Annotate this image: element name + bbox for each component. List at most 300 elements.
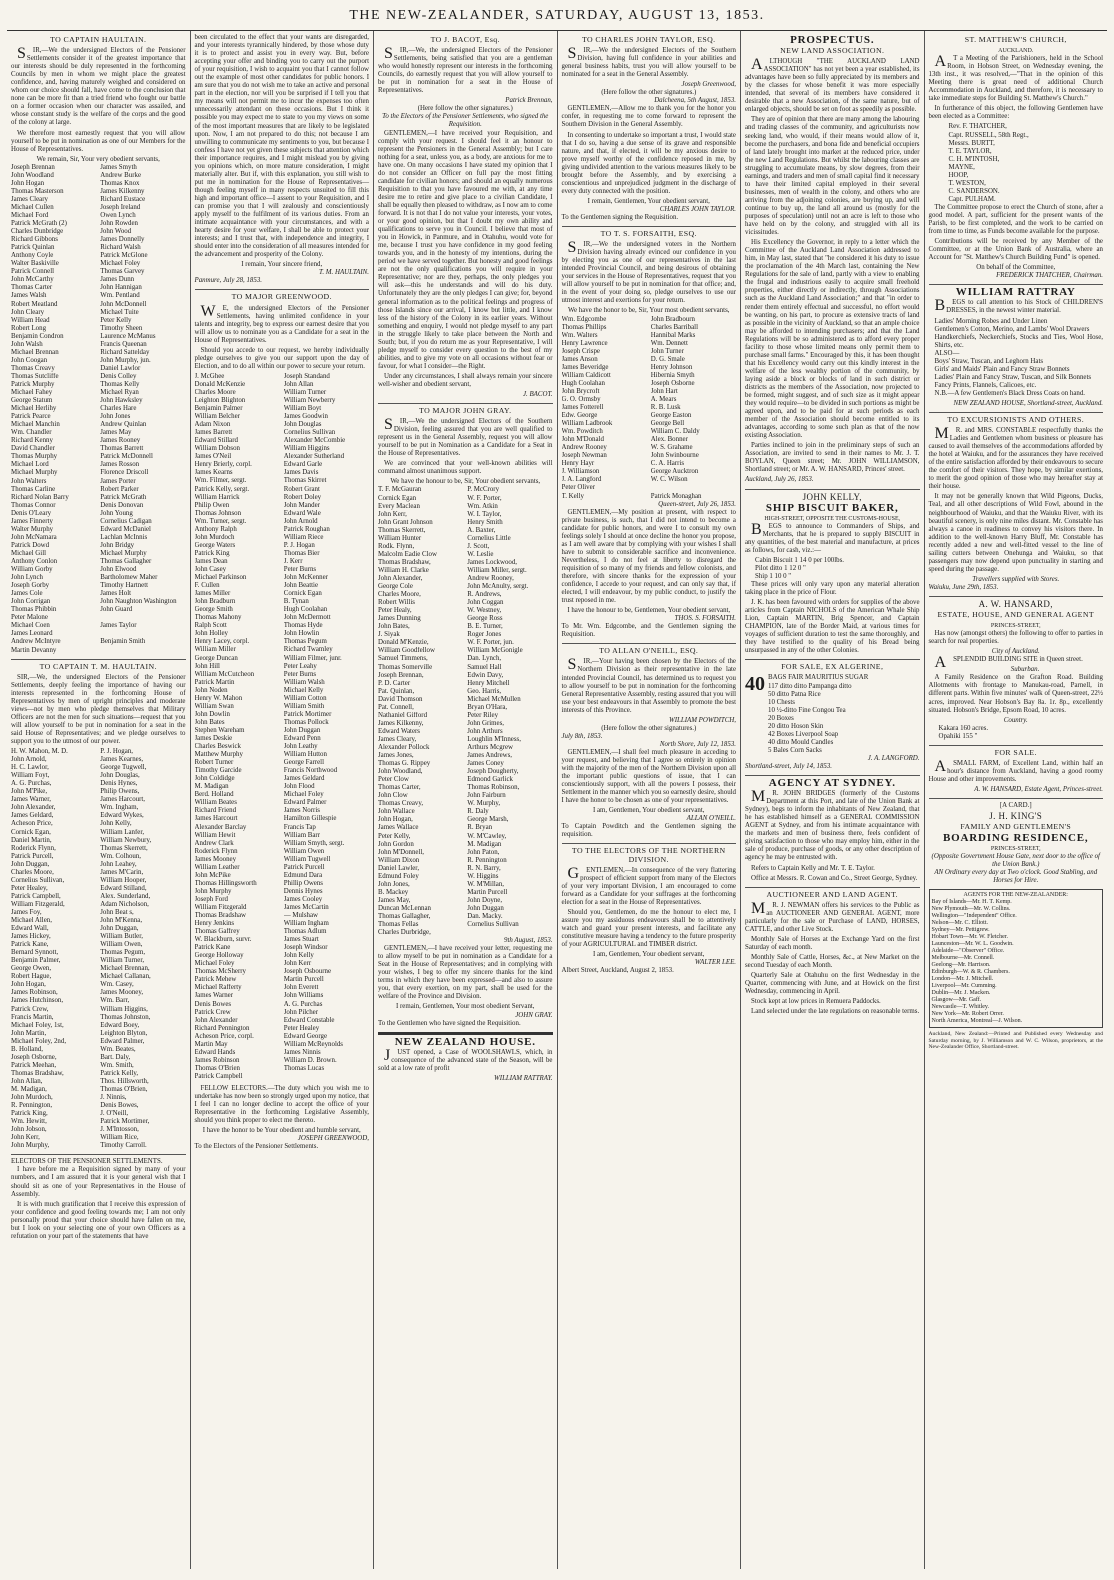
list-item: William Hutton [283, 751, 327, 759]
list-item: Opahiki 155 " [938, 732, 978, 740]
list-item: William Hewit [194, 831, 236, 839]
ad-title: AUCTIONEER AND LAND AGENT. [766, 889, 899, 899]
list-item: Henry Johnson [650, 363, 693, 371]
list-item: James Miller [194, 590, 231, 598]
divider [745, 489, 920, 490]
list-item: Patrick Kane, [11, 941, 49, 949]
list-item: James McCartin [283, 903, 329, 911]
letter-signer: WILLIAM POWDITCH, [669, 716, 736, 724]
list-item: James Beveridge [561, 363, 609, 371]
list-item: T. Kelly [561, 492, 584, 500]
list-item: John Swinbourne [650, 452, 699, 460]
list-item: John Bates [194, 718, 225, 726]
list-item: B. Tynan [283, 598, 309, 606]
list-item: James Kearns [194, 469, 233, 477]
reply-date: Queen-street, July 26, 1853. [658, 500, 736, 508]
list-item: George Owen, [11, 965, 52, 973]
letter-to-charles-john-taylor [562, 36, 737, 222]
list-item: John Bridgy [100, 541, 135, 549]
list-item: Andrew Rooney, [467, 575, 514, 582]
list-item: Patrick Meehan, [11, 1061, 57, 1069]
list-item: John Kerr, [11, 1134, 40, 1142]
letter-body: Should you, Gentlemen, do me the honour to elect me, I assure you my assiduous endeavours shall be to attentively watch and guard your present interests, and facilitate any constitutive measure having a tendency to the future prosperity of your AGRICULTURAL and TIMBER district. [561, 908, 736, 948]
list-item: Patrick King [194, 549, 230, 557]
list-item: John Murdoch, [11, 1094, 53, 1102]
list-item: Thomas Pollock [283, 718, 329, 726]
reply-addressee: To the Gentlemen who have signed the Requisition. [378, 1019, 521, 1027]
list-item: Martin Purcell [283, 976, 324, 984]
list-item: Laurence McManus [100, 332, 156, 340]
list-item: 50 ditto Patna Rice [768, 690, 821, 698]
list-item: Richard Gibbons [11, 236, 58, 244]
list-item: Martin Devanny [11, 646, 57, 654]
list-item: John Grimes, [467, 719, 504, 727]
list-item: George Holloway [194, 952, 244, 960]
list-item: J. Kerr [283, 557, 303, 565]
list-item: Thomas Carter, [378, 784, 421, 792]
letter-closing: We remain, Sir, Your very obedient servants, [36, 155, 160, 163]
list-item: John Fairburn [467, 792, 506, 800]
list-item: James Fotterell [561, 404, 604, 412]
list-item: John Lynch [11, 574, 43, 582]
list-item: Bryan O'Hara, [467, 703, 508, 711]
reply-body: GENTLEMEN,—I have received your letter, requesting me to allow myself to be put in nomination as a Candidate for a Seat in the House of Representatives; and in complying with your wishes, I beg to offer my sincere thanks for the kind terms in which they have been expressed—and also to assure you, that every exertion, on my part, shall be used for the welfare of the Province and Division. [378, 945, 553, 1001]
list-item: Hibernia Smyth [650, 371, 695, 379]
list-item: James Ninnis [283, 1048, 321, 1056]
agents-list [932, 899, 1101, 1025]
list-item: John Young [100, 509, 133, 517]
list-item: Andrew McIntyre [11, 638, 61, 646]
list-item: Benjamin Condron [11, 332, 64, 340]
list-item: Thos. Hillsworth, [100, 1077, 149, 1085]
list-item: John Kerr, [378, 510, 407, 518]
reply-date: North Shore, July 12, 1853. [659, 740, 736, 748]
list-item: B. E. Turner, [467, 623, 503, 631]
list-item: James Finnerty [11, 517, 53, 525]
list-item: Joseph Standand [283, 372, 330, 380]
list-item: Ladies' Morning Robes and Under Linen [934, 317, 1048, 325]
letter-body: SIR,—We the undersigned Electors of the Pensioner Settlements consider it of the greatest importance that our interests should be duly represented in the forthcoming Councils by men in whom we might place the greatest confidence, and, having maturely weighed and considered on whom our choice should fall, have come to the conclusion that none can be more fit than a tried friend who fought our battle on a former occasion when our character was assailed, and whose constant study is the welfare of the corps and the good of the colony at large. [11, 45, 186, 127]
list-item: 42 Boxes Liverpool Soap [768, 730, 839, 738]
letter-title: TO CAPTAIN T. M. HAULTAIN. [39, 661, 157, 671]
reply-signer: JOSEPH GREENWOOD, [297, 1135, 369, 1143]
notice-subtitle: AUCKLAND. [998, 48, 1034, 55]
list-item: William Cotton [283, 694, 327, 702]
list-item: A. Mears [650, 395, 677, 403]
list-item: Philip Owens, [100, 788, 140, 796]
list-item: Edmond Garlick [467, 776, 513, 784]
list-item: Robert Doley [283, 493, 322, 501]
list-item: John Beattie [283, 582, 319, 590]
list-item: Charles Beswick [194, 743, 242, 751]
list-item: Sydney—Mr. Pettigrew. [931, 927, 990, 934]
list-item: Anthony Ralph [194, 525, 237, 533]
list-item: George Bell [650, 420, 685, 428]
list-item: Michael Brennan [11, 348, 59, 356]
list-item: John Hannigan [100, 284, 142, 292]
list-item: Andrew Burke [100, 171, 142, 179]
list-item: Thomas Carter [11, 284, 53, 292]
list-item: Thomas Gallagher [100, 558, 152, 565]
reply-signer: JOHN GRAY. [515, 1011, 553, 1019]
list-item: John Hawksley [100, 397, 143, 405]
list-item: George Ross [467, 615, 503, 623]
list-item: Edinburgh—W. & R. Chambers. [931, 969, 1010, 976]
list-item: Thomas Gallagher, [378, 912, 431, 920]
list-item: Michael Tuite [100, 308, 139, 316]
letter-body: We are convinced that your well-known abilities will command almost unanimous support. [378, 460, 553, 476]
list-item: Acheson Price, corpl. [194, 1032, 254, 1040]
agency-at-sydney [745, 779, 920, 883]
list-item: John Hill [194, 662, 220, 670]
list-item: John McDermott [283, 614, 331, 622]
list-item: James Harcourt [194, 815, 238, 823]
list-item: Robert Willis [378, 599, 415, 607]
list-item: Richard Twamley [283, 646, 333, 654]
reply-date: Dalcheena, 5th August, 1853. [654, 97, 736, 105]
list-item: John Casey [194, 566, 227, 573]
list-item: John Alexander, [11, 804, 56, 812]
list-item: Timothy Garcide [194, 767, 242, 775]
list-item: Lachlan McInnis [100, 533, 148, 541]
list-item: Michael Allen, [11, 917, 52, 925]
divider [929, 412, 1104, 413]
list-item: John McDonnell [100, 300, 147, 308]
ad-title: FOR SALE. [994, 747, 1037, 757]
list-item: Richard Nolan Barry [11, 493, 69, 501]
list-item: John McNamara [11, 533, 57, 541]
list-item: Thomas Kelly [100, 380, 140, 388]
list-item: John Beat s, [100, 908, 134, 916]
list-item: Edwin Davy, [467, 671, 504, 679]
list-item: Wm. Turner, sergt. [194, 517, 247, 525]
reply-body: In consenting to undertake so important a trust, I would state that I do so, having a due sense of its grave and responsible nature, and that, if elected, it will be my anxious desire to prove myself worthy of the confidence reposed in me, by giving undivided attention to the various measures likely to be brought before the Assembly, and by exercising a conscientious and unprejudiced judgment in the discharge of every duty connected with the position. [561, 131, 736, 195]
list-item [467, 929, 552, 937]
list-item: Alexander Sutherland [283, 453, 345, 461]
list-item: John Bradbourn [650, 315, 695, 323]
list-item: Michael Murphy [100, 549, 147, 557]
list-item: J. Siyak [378, 631, 400, 639]
list-item: George Smith [194, 606, 233, 614]
list-item: Joseph Dougherty, [467, 768, 519, 776]
list-item: George Statum [11, 397, 53, 405]
list-item: W. Leslie [467, 550, 494, 558]
committee-list [929, 123, 1104, 203]
reply-signer: ALLAN O'NEILL. [686, 815, 736, 823]
list-item: John Martin, [11, 1029, 47, 1037]
list-item: William Smith [283, 702, 325, 710]
list-item: Patrick Dowd [11, 541, 50, 549]
ad-title: NEW ZEALAND HOUSE. [394, 1035, 536, 1048]
divider [745, 775, 920, 776]
reply-heading: ELECTORS OF THE PENSIONER SETTLEMENTS. [11, 1158, 163, 1166]
letter-body: We therefore most earnestly request that you will allow yourself to be put in nomination as one of our Members for the House of Representatives. [11, 129, 186, 153]
list-item: Charles Moore [194, 388, 236, 396]
ad-address: PRINCES-STREET, [990, 623, 1041, 630]
list-item: Edmund Foley [378, 872, 419, 880]
list-item: Thomas Carline [11, 485, 56, 493]
list-item: John Walters [11, 477, 47, 485]
list-item: William Gorby [11, 566, 53, 574]
list-item: Thomas Murphy [11, 453, 58, 461]
list-item: Michael Cullen [11, 203, 54, 211]
list-item: James Cleary [11, 195, 48, 203]
list-item: Francis Northwood [283, 767, 338, 775]
hansard-agent-ad [929, 600, 1104, 741]
list-item: Anthony Conlon [11, 558, 58, 565]
list-item: Philip Owen [194, 501, 230, 509]
ad-body: Refers to Captain Kelly and Mr. T. E. Taylor. [751, 864, 875, 872]
reply-addressee: To Captain Powditch and the Gentlemen signing the requisition. [561, 823, 736, 839]
list-item: James Andrews, [467, 752, 513, 760]
william-rattray-ad [929, 288, 1104, 408]
list-item: John Kerr [283, 960, 312, 968]
list-item: William Newbury, [100, 836, 152, 844]
reply-closing: I remain, Gentlemen, Your most obedient Servant, [395, 1003, 535, 1011]
letter-signer: Patrick Brennan, [505, 97, 553, 105]
list-item: William McReynolds [283, 1040, 343, 1048]
list-item: Joseph Newman [561, 452, 607, 460]
list-item: Charles Barriball [650, 323, 699, 331]
list-item: D. G. Smale [650, 355, 685, 363]
notice-body: In furtherance of this object, the following Gentlemen have been elected as a Committee: [928, 105, 1103, 121]
list-item: John Bradburn [194, 598, 236, 606]
list-item: James Mooney, [100, 989, 144, 997]
list-item: James M'Carin, [100, 868, 144, 876]
list-item: John Flood [283, 783, 315, 791]
list-item: Henry Mitchell [467, 679, 510, 687]
list-item: Edward Hands [194, 1048, 236, 1056]
letter-title: TO ALLAN O'NEILL, ESQ. [599, 646, 699, 656]
list-item: George Cole [378, 583, 413, 591]
list-item: Kakara 160 acres. [938, 724, 989, 732]
ad-body: Land selected under the late regulations on reasonable terms. [751, 1008, 920, 1016]
list-item: James Dunning [378, 615, 421, 623]
list-item [100, 647, 185, 655]
letter-body: GENTLEMEN,—In consequence of the very flattering prospect of efficient support from many of the Electors of your very important Division, I am encouraged to come forward as a Candidate for your suffrages at the forthcoming election for a seat in the House of Representatives. [561, 864, 736, 906]
reply-signer: T. M. HAULTAIN. [319, 269, 369, 277]
follow-note: (Here follow the other signatures.) [601, 724, 697, 732]
list-item: Thomas Gaffrey [194, 928, 240, 936]
list-item: Peter Clow [378, 776, 409, 784]
ad-body: Has now (amongst others) the following to offer to parties in search for real properties. [928, 630, 1103, 646]
list-item: Dan. Macky. [467, 912, 503, 920]
list-item: Pat. Connell, [378, 703, 414, 711]
ad-body: N.B.—A few Gentlemen's Black Dress Coats on hand. [934, 389, 1086, 397]
list-item: John Leathy [283, 743, 318, 751]
letter-body: SIR,—We the undersigned Electors of the Southern Division, having full confidence in your abilities and general business habits, trust you will allow yourself to be nominated for a seat in the General Assembly. [561, 45, 736, 79]
list-item: Adelaide—"Observer" Office. [931, 948, 1005, 955]
reply-body: It is with much gratification that I receive this expression of your confidence and good feeling towards me; I am not only personally proud that your choice should have fallen on me, but I look on your selecting one of your own Officers as a refutation on your part of the statements that have [11, 1200, 186, 1240]
list-item: R. Andrews, [467, 591, 502, 599]
list-item: W. Blackburn, survr. [194, 936, 252, 944]
list-item: 5 Bales Corn Sacks [768, 746, 822, 754]
letter-closing: I am, Gentlemen, Your obedient servant, [592, 951, 705, 959]
list-item: Cornelius Little [467, 534, 511, 542]
list-item: James Hutchinson, [11, 997, 64, 1005]
list-item: Thomas Skirret [283, 477, 327, 485]
letter-body: WE, the undersigned Electors of the Pensioner Settlements, having unlimited confidence in your talents and integrity, beg to express our earnest desire that you will allow us to nominate you as a Candidate for a seat in the House of Representatives. [194, 302, 369, 344]
john-kelly-ad [745, 493, 920, 656]
list-item: R. N. Barry, [467, 864, 501, 872]
list-item: John Coggan [467, 599, 504, 607]
list-item: James Cleary, [378, 735, 417, 743]
list-item: T. F. McGauran [378, 486, 422, 494]
list-item: B. Holland, [11, 1045, 43, 1053]
st-matthews-church [929, 36, 1104, 280]
list-item: Berd. Holland [194, 791, 234, 799]
signatures-list [378, 486, 553, 937]
list-item: William Caldicott [561, 371, 611, 379]
list-item: Denis Hynes, [100, 780, 138, 788]
list-item: Melbourne—Mr. Connell. [931, 955, 995, 962]
list-item: Thomas Bradshaw, [378, 558, 431, 566]
agents-box [929, 889, 1104, 1028]
list-item: Andrew Clark [194, 839, 234, 847]
letter-signer: Joseph Greenwood, [681, 81, 736, 89]
list-item: Matthew Murphy [194, 751, 243, 759]
list-item: Wm. Ingham, [100, 804, 139, 812]
list-item: Thomas Bradshaw [194, 912, 246, 920]
list-item: Donald McKenzie [194, 380, 246, 388]
list-item: William McGonigle [467, 647, 523, 655]
list-item: John Douglas [283, 421, 322, 429]
list-item: Edward Waters [378, 727, 420, 735]
list-item: Peter Healey, [11, 884, 48, 892]
list-item: John McAnulty, sergt. [467, 583, 529, 591]
list-item: James Geldard, [11, 812, 54, 820]
list-item: James Walsh [11, 292, 47, 300]
list-item: Thomas McSherry [194, 968, 246, 976]
list-item: William Ladbrook [561, 420, 613, 428]
list-item: John McKenner [283, 574, 328, 582]
list-item: John Woodland, [378, 768, 423, 776]
list-item: Edward Constable [283, 1016, 335, 1024]
list-item: William Newberry [283, 397, 336, 405]
column-2 [191, 31, 375, 1569]
list-item: Patrick McGrath [100, 493, 147, 501]
letter-to-t-s-forsaith [562, 230, 737, 639]
list-item: Francis Martin, [11, 1013, 54, 1021]
list-item: Hobart Town—Mr. W. Fletcher. [931, 934, 1008, 941]
list-item: Patrick Pearce [11, 413, 51, 421]
list-item: Michael Foley, 2nd, [11, 1037, 67, 1045]
prospectus-title: PROSPECTUS. [790, 34, 875, 46]
list-item: John Arthurs [467, 727, 503, 735]
list-item: Michael Manchin [11, 421, 60, 429]
list-item: John Alexander [194, 1016, 238, 1024]
list-item: Denis Bowes, [100, 1102, 139, 1110]
list-item: Thomas Lucas [283, 1064, 325, 1072]
list-item: Fancy Prints, Flannels, Calicoes, etc. [934, 381, 1037, 389]
list-item: Walter Baskiville [11, 260, 59, 268]
list-item: John Everett [283, 984, 319, 992]
list-item: Roderick Flynn [194, 847, 238, 855]
list-item: Roderick Flynn, [11, 844, 56, 852]
follow-note: (Here follow the other signatures.) [601, 89, 697, 97]
list-item: Wm. Colhoun, [100, 852, 142, 860]
list-item: C. H. M'INTOSH, [948, 155, 1000, 163]
list-item: Thomas Bier [283, 549, 320, 557]
letter-body: SIR,—We, the undersigned Electors of the Pensioner Settlements, being satisfied that you are a gentleman who would honestly represent our interests in the forthcoming Councils, do earnestly request that you will allow yourself to be put in nomination for a seat in the House of Representatives. [378, 45, 553, 95]
list-item: William Head [11, 316, 50, 324]
list-item: A. Baxter, [467, 526, 496, 534]
list-item: William McCutcheon [194, 670, 255, 678]
list-item: W. Murphy, [467, 800, 501, 808]
reply-body: GENTLEMEN,—Allow me to thank you for the honor you confer, in requesting me to come forward to represent the Southern Division in the General Assembly. [561, 105, 736, 129]
list-item: Joseph Crispe [561, 347, 600, 355]
list-item: John Hart [650, 387, 678, 395]
list-item: Patrick Kelly, [100, 1069, 139, 1077]
ad-body: ASPLENDID BUILDING SITE in Queen street. [934, 654, 1083, 672]
list-item: John Bates, [378, 623, 410, 631]
letter-date: July 8th, 1853. [561, 732, 603, 740]
masthead: THE NEW-ZEALANDER, SATURDAY, AUGUST 13, 1853. [7, 4, 1107, 31]
list-item: Michael Foley [194, 960, 235, 968]
list-item: William Barr [283, 831, 321, 839]
list-item: Hannibal Marks [650, 331, 696, 339]
ad-body: Office at Messrs. R. Cowan and Co., Street George, Sydney. [751, 874, 918, 882]
list-item: Peter Riley [467, 711, 499, 719]
list-item: HOOP, [948, 171, 969, 179]
list-item: Acheson Price, [11, 820, 53, 828]
letter-to-allan-oneill [562, 647, 737, 839]
list-item: Patrick Kelly, sergt. [194, 485, 250, 493]
signatures-list [11, 748, 186, 1150]
haultain-reply [195, 34, 370, 285]
list-item: Cornelius Sullivan, [11, 876, 65, 884]
list-item: Robert Hague, [11, 973, 52, 981]
list-item [100, 614, 185, 622]
ad-body: MR. JOHN BRIDGES (formerly of the Customs Department at this Port, and late of the Union Bank at Sydney), begs to inform the inhabitants of New Zealand, that he has established himself as a GENERAL COMMISSION AGENT at Sydney, and from his intimate acquaintance with the markets and men of business there, feels confident of giving satisfaction to those who may employ him, either in the sale of produce, purchase of goods, or any other description of agency he may be entrusted with. [745, 788, 920, 862]
list-item: 40 ditto Mould Candles [768, 738, 834, 746]
ad-title: JOHN KELLY, [802, 491, 862, 502]
new-zealand-house-ad [378, 1035, 553, 1083]
list-item: Thomas Creavy [11, 364, 55, 372]
list-item: Arthurs Mcgrew [467, 743, 513, 751]
list-item: 20 ditto Hoson Skin [768, 722, 824, 730]
list-item: John Guard [100, 606, 133, 614]
list-item: Robert Long [11, 324, 47, 332]
divider [562, 843, 737, 844]
list-item: Henry Smith [467, 518, 503, 526]
list-item: J. McGhee [194, 372, 225, 380]
list-item: Owen Lynch [100, 211, 136, 219]
list-item: Patrick King, [11, 1110, 48, 1118]
reply-closing: I have the honour to be, Gentlemen, Your obedient servant, [567, 607, 731, 615]
list-item: Thomas O'Brien [194, 1064, 240, 1072]
ad-section: City of Auckland. [991, 648, 1040, 656]
list-item: William Leather [194, 863, 240, 871]
list-item: Thomas Pegum, [100, 949, 146, 957]
notice-body: AT a Meeting of the Parishioners, held in the School Room, in Hobson Street, on Wednesday evening, the 13th inst., it was resolved,—"That in the opinion of this Meeting there is great need of additional Church Accommodation in Auckland, and therefore, it is necessary to take immediate steps for Building St. Matthew's Church." [928, 53, 1103, 103]
ad-title: TO EXCURSIONISTS AND OTHERS. [947, 415, 1085, 425]
list-item: Capt. PULHAM. [948, 195, 996, 203]
list-item: Ladies' Plain and Fancy Straw, Tuscan, and Silk Bonnets [934, 373, 1092, 381]
list-item: William Harrick [194, 493, 240, 501]
list-item: William Goodfellow [378, 647, 435, 655]
divider [929, 284, 1104, 285]
list-item: Leighton Blighton [194, 397, 246, 405]
list-item: Cornelius Sullivan [283, 429, 336, 437]
list-item: James Rooney [100, 437, 141, 445]
list-item: William Lanfer, [100, 828, 145, 836]
list-item: James Norris [283, 807, 320, 815]
list-item: Edward Wall, [11, 925, 49, 933]
list-item: John Brycroft [561, 387, 600, 395]
letter-date: Albert Street, Auckland, August 2, 1853. [561, 967, 674, 975]
reply-closing: I remain, Your sincere friend, [241, 261, 323, 269]
